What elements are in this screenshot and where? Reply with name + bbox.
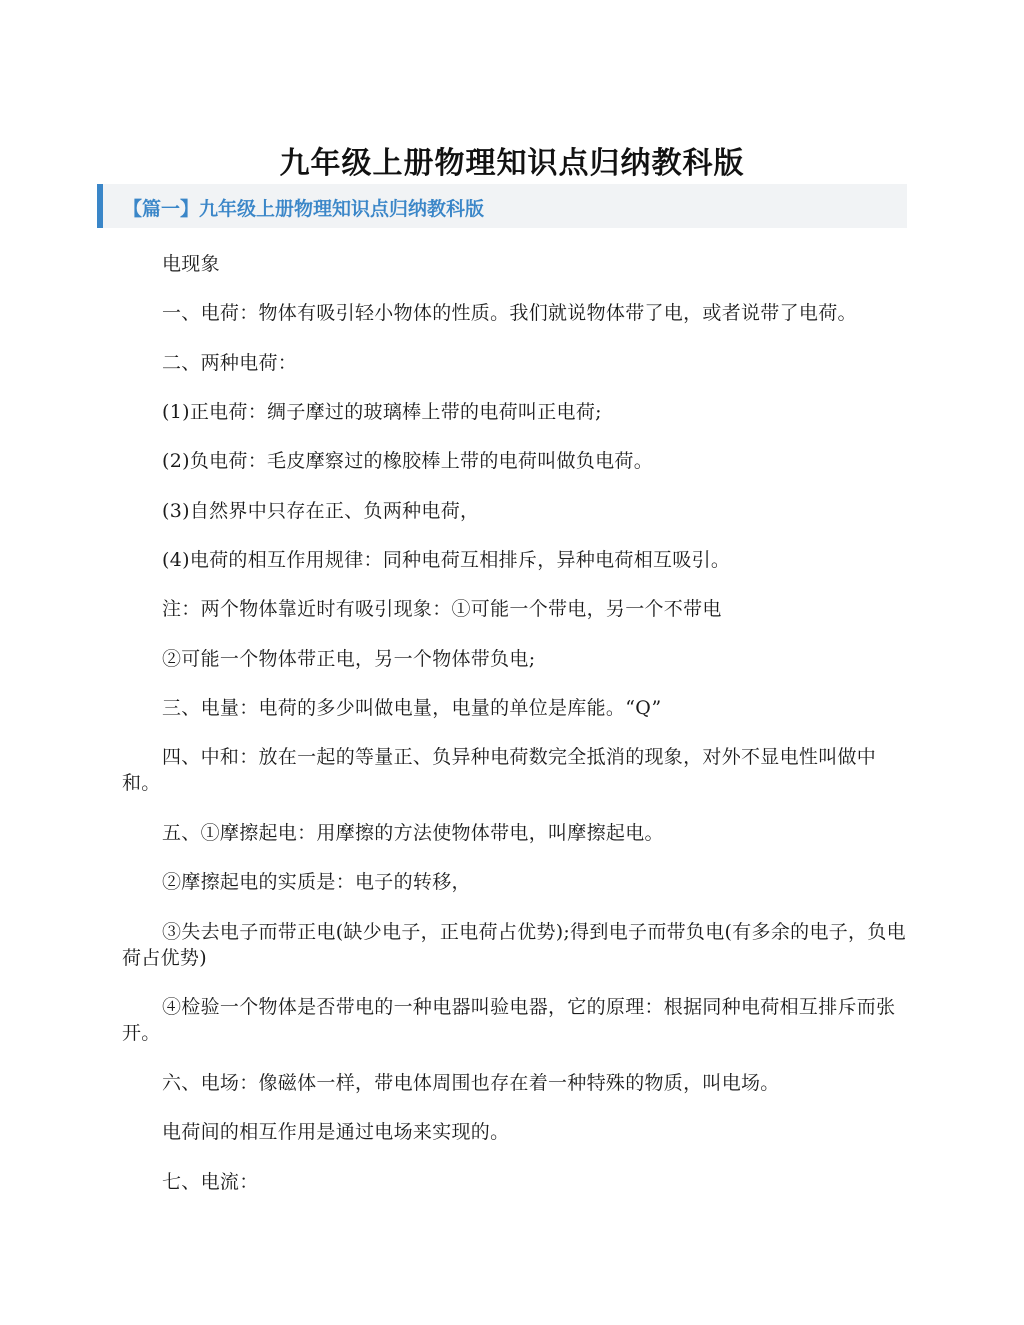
section-header	[97, 184, 907, 228]
paragraph: ③失去电子而带正电(缺少电子，正电荷占优势);得到电子而带负电(有多余的电子，负电荷占优势)	[122, 921, 906, 969]
paragraph: (3)自然界中只存在正、负两种电荷，	[162, 500, 480, 522]
paragraph: 五、①摩擦起电：用摩擦的方法使物体带电，叫摩擦起电。	[162, 822, 664, 844]
paragraph: 电荷间的相互作用是通过电场来实现的。	[162, 1121, 510, 1143]
paragraph: 电现象	[162, 253, 220, 275]
paragraph: 二、两种电荷：	[162, 352, 298, 374]
paragraph: (1)正电荷：绸子摩过的玻璃棒上带的电荷叫正电荷;	[162, 401, 602, 423]
paragraph: ④检验一个物体是否带电的一种电器叫验电器，它的原理：根据同种电荷相互排斥而张开。	[122, 996, 896, 1044]
paragraph: 注：两个物体靠近时有吸引现象：①可能一个带电，另一个不带电	[162, 598, 722, 620]
paragraph: ②摩擦起电的实质是：电子的转移，	[162, 871, 471, 893]
paragraph: 三、电量：电荷的多少叫做电量，电量的单位是库能。“Q”	[162, 697, 662, 719]
paragraph: 六、电场：像磁体一样，带电体周围也存在着一种特殊的物质，叫电场。	[162, 1072, 780, 1094]
paragraph: 七、电流：	[162, 1171, 259, 1193]
paragraph: (4)电荷的相互作用规律：同种电荷互相排斥，异种电荷相互吸引。	[162, 549, 731, 571]
paragraph: 一、电荷：物体有吸引轻小物体的性质。我们就说物体带了电，或者说带了电荷。	[162, 302, 857, 324]
section-accent-bar	[97, 184, 103, 228]
paragraph: 四、中和：放在一起的等量正、负异种电荷数完全抵消的现象，对外不显电性叫做中和。	[122, 746, 877, 794]
paragraph: ②可能一个物体带正电，另一个物体带负电;	[162, 648, 536, 670]
section-heading: 【篇一】九年级上册物理知识点归纳教科版	[123, 198, 485, 220]
document-title: 九年级上册物理知识点归纳教科版	[279, 146, 745, 182]
paragraph: (2)负电荷：毛皮摩察过的橡胶棒上带的电荷叫做负电荷。	[162, 450, 654, 472]
